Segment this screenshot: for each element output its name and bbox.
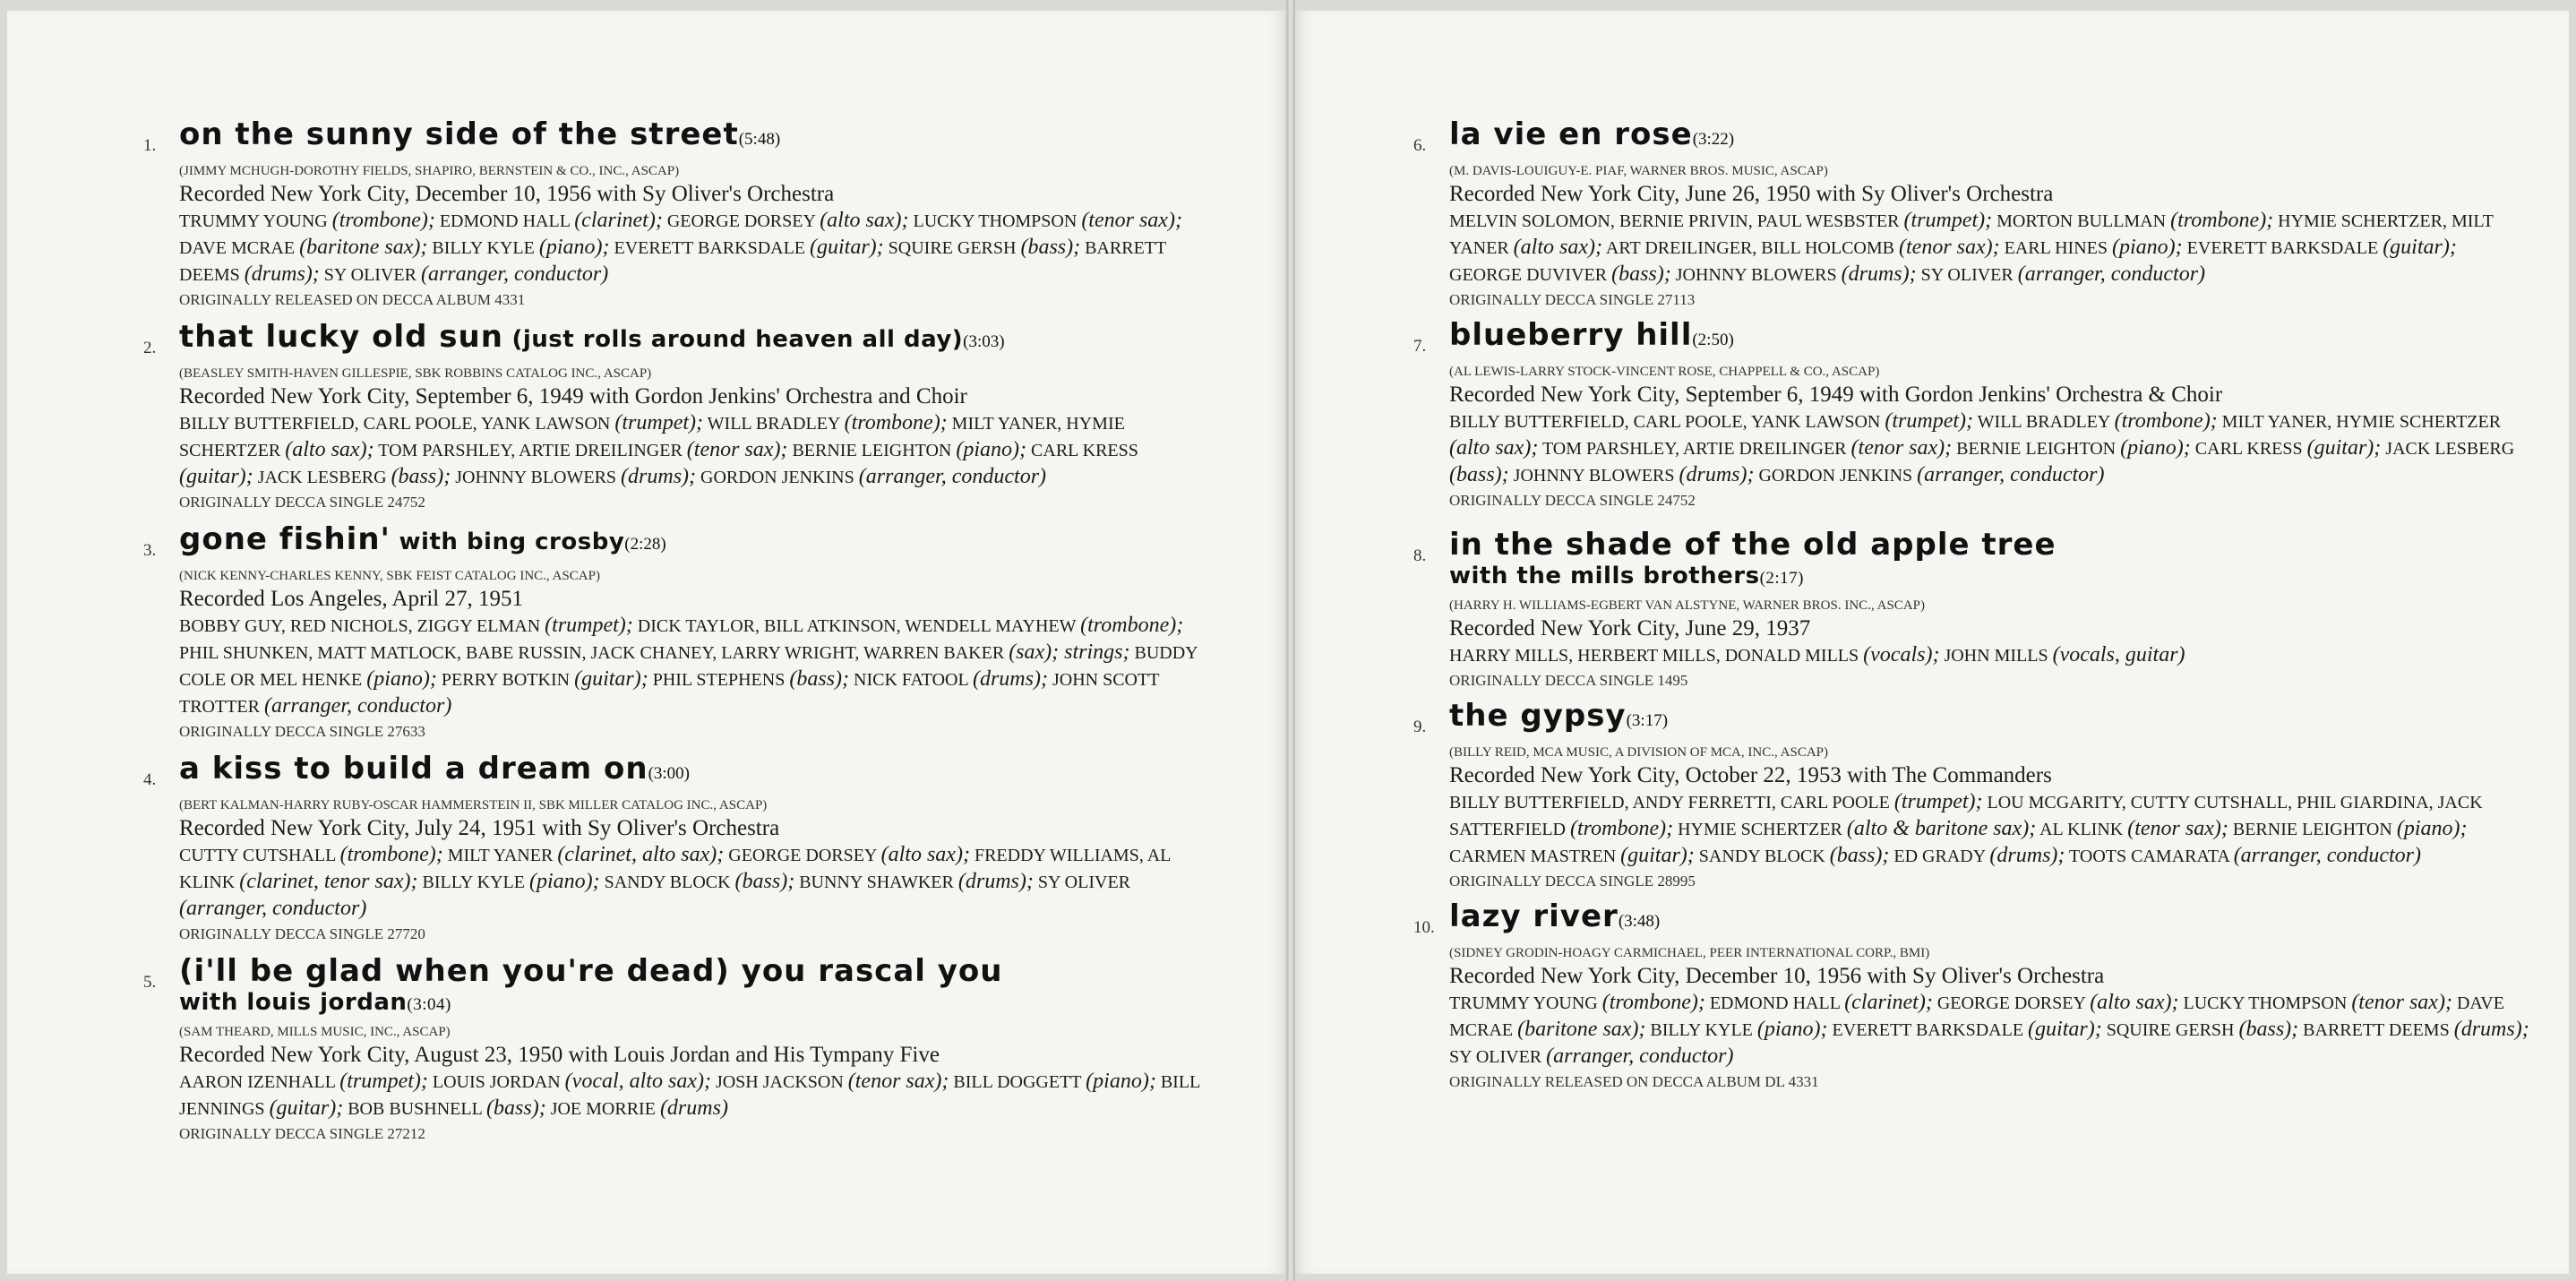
musician-role: (piano); <box>366 667 437 691</box>
track-credit: (BERT KALMAN-HARRY RUBY-OSCAR HAMMERSTEIN II, SBK MILLER CATALOG INC., ASCAP) <box>179 798 768 812</box>
track-entry <box>97 751 1207 946</box>
musician-names: HARRY MILLS, HERBERT MILLS, DONALD MILLS <box>1449 646 1864 666</box>
original-release: ORIGINALLY DECCA SINGLE 27212 <box>179 1125 425 1142</box>
musician-names: BERNIE LEIGHTON <box>787 441 957 460</box>
musician-role: (arranger, conductor) <box>2233 844 2421 867</box>
recording-info: Recorded New York City, August 23, 1950 with Louis Jordan and His Tympany Five <box>179 1043 940 1067</box>
track-title <box>1449 527 2531 563</box>
musician-role: (sax); strings; <box>1009 640 1130 664</box>
musician-names: BILLY BUTTERFIELD, CARL POOLE, YANK LAWSON <box>1449 412 1885 432</box>
musician-names: JOSH JACKSON <box>710 1072 848 1092</box>
musician-names: SY OLIVER <box>1916 265 2018 285</box>
musician-names: DAVE MCRAE <box>1449 993 2504 1040</box>
musician-names: BERNIE LEIGHTON <box>2228 820 2397 839</box>
musician-names: MILT YANER <box>442 846 558 865</box>
track-credit: (SAM THEARD, MILLS MUSIC, INC., ASCAP) <box>179 1025 451 1039</box>
musician-names: TOM PARSHLEY, ARTIE DREILINGER <box>1538 439 1851 459</box>
musician-role: (baritone sax); <box>299 236 428 259</box>
musician-names: HYMIE SCHERTZER, MILT YANER <box>1449 211 2494 258</box>
musician-names: ED GRADY <box>1889 847 1990 866</box>
musician-role: (piano); <box>1756 1018 1828 1041</box>
musician-role: (guitar); <box>179 465 253 488</box>
musician-names: LOU MCGARITY, CUTTY CUTSHALL, PHIL GIARDINA, JACK SATTERFIELD <box>1449 793 2483 839</box>
musician-role: (trombone); <box>1570 817 1674 840</box>
musician-names: LUCKY THOMPSON <box>2178 993 2352 1013</box>
musician-role: (guitar); <box>2028 1018 2102 1041</box>
musician-names: PERRY BOTKIN <box>436 670 575 690</box>
track-title-text: blueberry hill <box>1449 317 1693 353</box>
musician-role: (bass); <box>1611 262 1671 286</box>
musician-role: (piano); <box>2396 817 2468 840</box>
track-title-text: on the sunny side of the street <box>179 116 739 152</box>
musician-role: (clarinet); <box>1844 991 1933 1014</box>
track-duration: (3:04) <box>407 995 451 1014</box>
track-duration: (3:03) <box>963 332 1005 351</box>
musician-names: GORDON JENKINS <box>696 468 859 487</box>
track-credit: (NICK KENNY-CHARLES KENNY, SBK FEIST CATALOG INC., ASCAP) <box>179 569 600 583</box>
track-credit: (SIDNEY GRODIN-HOAGY CARMICHAEL, PEER INTERNATIONAL CORP., BMI) <box>1449 946 1930 960</box>
musician-names: BARRETT DEEMS <box>179 238 1166 285</box>
track-guest-text: with louis jordan <box>179 989 408 1016</box>
musician-role: (trombone); <box>339 843 443 866</box>
musician-names: WILL BRADLEY <box>703 414 845 434</box>
track-number: 3. <box>143 541 157 560</box>
track-number: 10. <box>1413 918 1435 937</box>
musician-role: (guitar); <box>1620 844 1695 867</box>
track-title-text: (i'll be glad when you're dead) you rascal you <box>179 953 1003 989</box>
musician-role: (alto & baritone sax); <box>1846 817 2037 840</box>
recording-info: Recorded New York City, July 24, 1951 with Sy Oliver's Orchestra <box>179 816 780 840</box>
musician-names: SANDY BLOCK <box>1694 847 1830 866</box>
track-number: 2. <box>143 339 157 357</box>
musician-role: (trumpet); <box>1903 209 1993 232</box>
musician-names: TOOTS CAMARATA <box>2065 847 2234 866</box>
musician-role: (tenor sax); <box>686 438 788 461</box>
musician-names: AL KLINK <box>2036 820 2128 839</box>
track-duration: (3:00) <box>648 764 690 783</box>
original-release: ORIGINALLY DECCA SINGLE 27633 <box>179 723 425 740</box>
musician-names: TRUMMY YOUNG <box>179 211 332 231</box>
musician-names: BARRETT DEEMS <box>2298 1020 2454 1040</box>
track-entry <box>97 521 1207 744</box>
personnel <box>179 208 1207 288</box>
musician-names: BOB BUSHNELL <box>343 1099 487 1119</box>
track-subtitle: (just rolls around heaven all day) <box>502 326 964 353</box>
personnel <box>179 842 1207 923</box>
track-credit: (JIMMY MCHUGH-DOROTHY FIELDS, SHAPIRO, BERNSTEIN & CO., INC., ASCAP) <box>179 164 680 178</box>
musician-names: BUDDY COLE OR MEL HENKE <box>179 643 1198 690</box>
musician-role: (drums); <box>1989 844 2065 867</box>
musician-role: (piano); <box>538 236 610 259</box>
musician-names: DAVE MCRAE <box>179 238 300 258</box>
track-title-text: the gypsy <box>1449 698 1627 734</box>
musician-names: AARON IZENHALL <box>179 1072 340 1092</box>
musician-role: (drums); <box>957 870 1034 893</box>
original-release: ORIGINALLY RELEASED ON DECCA ALBUM DL 4331 <box>1449 1073 1819 1090</box>
track-entry <box>97 116 1207 312</box>
musician-role: (alto sax); <box>1513 236 1602 259</box>
original-release: ORIGINALLY RELEASED ON DECCA ALBUM 4331 <box>179 291 526 308</box>
musician-role: (guitar); <box>2306 436 2382 460</box>
musician-role: (trumpet); <box>1893 790 1983 813</box>
booklet-spine <box>1286 0 1295 1281</box>
musician-role: (trumpet); <box>339 1070 428 1093</box>
personnel <box>1449 408 2531 489</box>
musician-role: (vocal, alto sax); <box>564 1070 711 1093</box>
track-title <box>179 751 1207 792</box>
musician-role: (piano); <box>1086 1070 1156 1093</box>
track-duration: (3:22) <box>1692 130 1735 149</box>
musician-names: LOUIS JORDAN <box>427 1072 565 1092</box>
musician-role: (clarinet, alto sax); <box>557 843 725 866</box>
musician-names: SY OLIVER <box>319 265 421 285</box>
musician-names: BUNNY SHAWKER <box>794 873 958 892</box>
musician-role: (bass); <box>486 1096 546 1120</box>
recording-info: Recorded Los Angeles, April 27, 1951 <box>179 587 523 611</box>
musician-role: (guitar); <box>269 1096 344 1120</box>
musician-names: JACK LESBERG <box>253 468 391 487</box>
track-entry <box>1367 317 2531 512</box>
track-duration: (2:50) <box>1692 331 1734 349</box>
musician-names: BILLY KYLE <box>1645 1020 1757 1040</box>
track-entry <box>1367 698 2531 893</box>
musician-names: SANDY BLOCK <box>599 873 735 892</box>
track-duration: (2:28) <box>624 535 666 554</box>
musician-role: (piano); <box>528 870 600 893</box>
musician-names: BILLY BUTTERFIELD, CARL POOLE, YANK LAWSON <box>179 414 615 434</box>
track-credit: (BILLY REID, MCA MUSIC, A DIVISION OF MCA, INC., ASCAP) <box>1449 745 1828 760</box>
musician-role: (guitar); <box>574 667 648 691</box>
musician-names: JACK LESBERG <box>2381 439 2515 459</box>
musician-names: JOHNNY BLOWERS <box>1508 466 1679 486</box>
musician-role: (clarinet); <box>574 209 663 232</box>
track-duration: (3:48) <box>1618 912 1661 931</box>
musician-role: (arranger, conductor) <box>1546 1045 1734 1068</box>
personnel <box>1449 208 2531 288</box>
musician-names: BILLY BUTTERFIELD, ANDY FERRETTI, CARL POOLE <box>1449 793 1894 812</box>
musician-role: (alto sax); <box>285 438 374 461</box>
musician-names: CARL KRESS <box>1026 441 1138 460</box>
musician-role: (baritone sax); <box>1517 1018 1646 1041</box>
musician-role: (piano); <box>956 438 1027 461</box>
musician-names: PHIL STEPHENS <box>648 670 790 690</box>
musician-names: LUCKY THOMPSON <box>908 211 1082 231</box>
musician-role: (guitar); <box>810 236 884 259</box>
musician-role: (arranger, conductor) <box>858 465 1047 488</box>
musician-names: BILL JENNINGS <box>179 1072 1200 1119</box>
track-guest-text: with the mills brothers <box>1449 563 1760 589</box>
musician-role: (bass); <box>2238 1018 2299 1041</box>
musician-names: BERNIE LEIGHTON <box>1952 439 2121 459</box>
musician-role: (bass); <box>1020 236 1081 259</box>
musician-names: PHIL SHUNKEN, MATT MATLOCK, BABE RUSSIN, JACK CHANEY, LARRY WRIGHT, WARREN BAKER <box>179 643 1009 663</box>
musician-names: JOHN SCOTT TROTTER <box>179 670 1160 717</box>
musician-names: HYMIE SCHERTZER <box>1673 820 1847 839</box>
right-track-list <box>1367 116 2531 1094</box>
track-duration: (5:48) <box>738 130 781 149</box>
musician-names: BOBBY GUY, RED NICHOLS, ZIGGY ELMAN <box>179 616 545 636</box>
musician-names: JOHNNY BLOWERS <box>1670 265 1842 285</box>
personnel <box>1449 789 2531 870</box>
musician-role: (trumpet); <box>545 614 633 637</box>
musician-names: GEORGE DORSEY <box>724 846 881 865</box>
musician-role: (tenor sax); <box>847 1070 949 1093</box>
personnel <box>1449 990 2531 1070</box>
musician-role: (trumpet); <box>1885 409 1974 433</box>
track-entry <box>1367 116 2531 312</box>
musician-role: (alto sax); <box>820 209 909 232</box>
track-title-text: a kiss to build a dream on <box>179 751 648 787</box>
musician-names: SQUIRE GERSH <box>883 238 1021 258</box>
recording-info: Recorded New York City, September 6, 1949 with Gordon Jenkins' Orchestra & Choir <box>1449 383 2223 407</box>
musician-names: MILT YANER, HYMIE SCHERTZER <box>179 414 1125 460</box>
musician-names: BILLY KYLE <box>427 238 539 258</box>
track-credit: (BEASLEY SMITH-HAVEN GILLESPIE, SBK ROBBINS CATALOG INC., ASCAP) <box>179 366 652 381</box>
musician-role: (arranger, conductor) <box>179 897 367 920</box>
musician-names: JOHNNY BLOWERS <box>451 468 622 487</box>
musician-role: (tenor sax); <box>1081 209 1182 232</box>
musician-names: MORTON BULLMAN <box>1992 211 2171 231</box>
musician-names: EVERETT BARKSDALE <box>1827 1020 2029 1040</box>
musician-role: (bass); <box>1449 463 1509 486</box>
musician-role: (piano); <box>2120 436 2191 460</box>
left-page <box>7 11 1286 1274</box>
musician-names: BILLY KYLE <box>417 873 529 892</box>
musician-role: (bass); <box>789 667 849 691</box>
musician-names: TRUMMY YOUNG <box>1449 993 1602 1013</box>
original-release: ORIGINALLY DECCA SINGLE 28995 <box>1449 873 1696 890</box>
track-credit: (M. DAVIS-LOUIGUY-E. PIAF, WARNER BROS. MUSIC, ASCAP) <box>1449 164 1828 178</box>
track-duration: (3:17) <box>1626 711 1669 730</box>
track-number: 5. <box>143 973 157 992</box>
recording-info: Recorded New York City, December 10, 1956 with Sy Oliver's Orchestra <box>1449 964 2105 988</box>
musician-role: (trombone); <box>2170 209 2274 232</box>
personnel <box>1449 642 2531 669</box>
musician-names: CUTTY CUTSHALL <box>179 846 340 865</box>
musician-names: WILL BRADLEY <box>1973 412 2115 432</box>
track-number: 4. <box>143 770 157 789</box>
musician-role: (trumpet); <box>614 411 704 434</box>
musician-names: MELVIN SOLOMON, BERNIE PRIVIN, PAUL WESBSTER <box>1449 211 1904 231</box>
track-subtitle: with bing crosby <box>390 529 625 555</box>
musician-names: GEORGE DORSEY <box>662 211 820 231</box>
recording-info: Recorded New York City, June 26, 1950 with Sy Oliver's Orchestra <box>1449 182 2054 206</box>
right-page <box>1295 11 2569 1274</box>
musician-role: (trombone); <box>2114 409 2218 433</box>
musician-role: (drums); <box>1679 463 1755 486</box>
track-guest <box>1449 563 2531 592</box>
personnel <box>179 410 1207 491</box>
musician-role: (tenor sax); <box>1850 436 1953 460</box>
track-number: 9. <box>1413 718 1427 736</box>
original-release: ORIGINALLY DECCA SINGLE 27113 <box>1449 291 1696 308</box>
musician-role: (trombone); <box>331 209 435 232</box>
musician-names: NICK FATOOL <box>849 670 973 690</box>
musician-names: EVERETT BARKSDALE <box>2182 238 2383 258</box>
track-title <box>179 521 1207 563</box>
musician-role: (alto sax); <box>1449 436 1539 460</box>
musician-role: (arranger, conductor) <box>420 262 609 286</box>
musician-role: (tenor sax); <box>1899 236 2000 259</box>
musician-names: JOHN MILLS <box>1939 646 2053 666</box>
track-entry <box>97 953 1207 1146</box>
track-title-text: lazy river <box>1449 898 1619 934</box>
musician-names: EVERETT BARKSDALE <box>609 238 811 258</box>
personnel <box>179 1069 1207 1122</box>
track-title-text: that lucky old sun <box>179 319 503 355</box>
track-title <box>1449 898 2531 940</box>
track-title <box>1449 698 2531 739</box>
musician-names: GEORGE DUVIVER <box>1449 265 1612 285</box>
left-track-list <box>97 116 1207 1146</box>
recording-info: Recorded New York City, October 22, 1953 with The Commanders <box>1449 763 2052 787</box>
musician-role: (tenor sax); <box>2351 991 2452 1014</box>
musician-role: (alto sax); <box>880 843 970 866</box>
track-credit: (HARRY H. WILLIAMS-EGBERT VAN ALSTYNE, WARNER BROS. INC., ASCAP) <box>1449 598 1925 613</box>
musician-role: (bass); <box>1829 844 1890 867</box>
musician-names: DICK TAYLOR, BILL ATKINSON, WENDELL MAYHEW <box>632 616 1081 636</box>
track-title <box>179 319 1207 360</box>
track-title <box>179 116 1207 158</box>
musician-names: JOE MORRIE <box>545 1099 660 1119</box>
track-title-text: in the shade of the old apple tree <box>1449 527 2057 563</box>
musician-role: (trombone); <box>844 411 948 434</box>
track-number: 8. <box>1413 546 1427 565</box>
musician-role: (arranger, conductor) <box>264 694 452 718</box>
musician-role: (drums); <box>244 262 320 286</box>
musician-role: (alto sax); <box>2090 991 2179 1014</box>
musician-names: CARL KRESS <box>2190 439 2307 459</box>
musician-names: SY OLIVER <box>1449 1047 1547 1067</box>
musician-role: (arranger, conductor) <box>2017 262 2206 286</box>
track-guest <box>179 989 1207 1019</box>
musician-role: (arranger, conductor) <box>1917 463 2105 486</box>
original-release: ORIGINALLY DECCA SINGLE 24752 <box>179 494 425 511</box>
musician-role: (drums) <box>659 1096 728 1120</box>
musician-role: (clarinet, tenor sax); <box>239 870 418 893</box>
musician-role: (piano); <box>2112 236 2183 259</box>
track-entry <box>1367 898 2531 1094</box>
track-credit: (AL LEWIS-LARRY STOCK-VINCENT ROSE, CHAPPELL & CO., ASCAP) <box>1449 365 1880 379</box>
track-entry <box>1367 527 2531 692</box>
musician-names: EDMOND HALL <box>1704 993 1845 1013</box>
recording-info: Recorded New York City, June 29, 1937 <box>1449 616 1811 640</box>
musician-role: (drums); <box>1841 262 1917 286</box>
musician-role: (vocals, guitar) <box>2052 643 2185 666</box>
track-title <box>179 953 1207 989</box>
original-release: ORIGINALLY DECCA SINGLE 1495 <box>1449 672 1688 689</box>
musician-role: (bass); <box>734 870 795 893</box>
musician-names: SQUIRE GERSH <box>2101 1020 2239 1040</box>
musician-role: (bass); <box>391 465 451 488</box>
track-title-text: gone fishin' <box>179 521 391 557</box>
musician-names: TOM PARSHLEY, ARTIE DREILINGER <box>374 441 687 460</box>
track-number: 7. <box>1413 337 1427 356</box>
musician-role: (guitar); <box>2383 236 2457 259</box>
musician-names: EDMOND HALL <box>434 211 575 231</box>
musician-names: MILT YANER, HYMIE SCHERTZER <box>2217 412 2502 432</box>
track-duration: (2:17) <box>1759 569 1805 588</box>
original-release: ORIGINALLY DECCA SINGLE 27720 <box>179 925 425 942</box>
musician-names: GORDON JENKINS <box>1754 466 1918 486</box>
musician-role: (drums); <box>621 465 697 488</box>
track-entry <box>97 319 1207 514</box>
musician-role: (tenor sax); <box>2127 817 2228 840</box>
musician-role: (drums); <box>2453 1018 2529 1041</box>
recording-info: Recorded New York City, September 6, 1949 with Gordon Jenkins' Orchestra and Choir <box>179 384 967 408</box>
track-title-text: la vie en rose <box>1449 116 1693 152</box>
musician-names: FREDDY WILLIAMS, AL KLINK <box>179 846 1171 892</box>
musician-names: EARL HINES <box>1999 238 2113 258</box>
musician-names: SY OLIVER <box>1033 873 1131 892</box>
musician-names: GEORGE DORSEY <box>1932 993 2091 1013</box>
musician-names: ART DREILINGER, BILL HOLCOMB <box>1601 238 1899 258</box>
original-release: ORIGINALLY DECCA SINGLE 24752 <box>1449 492 1696 509</box>
musician-names: CARMEN MASTREN <box>1449 847 1621 866</box>
track-title <box>1449 116 2531 158</box>
musician-role: (trombone); <box>1601 991 1705 1014</box>
musician-role: (trombone); <box>1080 614 1184 637</box>
track-number: 6. <box>1413 136 1427 155</box>
personnel <box>179 613 1207 720</box>
musician-role: (vocals); <box>1863 643 1940 666</box>
recording-info: Recorded New York City, December 10, 1956 with Sy Oliver's Orchestra <box>179 182 835 206</box>
musician-role: (drums); <box>972 667 1048 691</box>
track-number: 1. <box>143 136 157 155</box>
track-title <box>1449 317 2531 358</box>
musician-names: BILL DOGGETT <box>949 1072 1086 1092</box>
